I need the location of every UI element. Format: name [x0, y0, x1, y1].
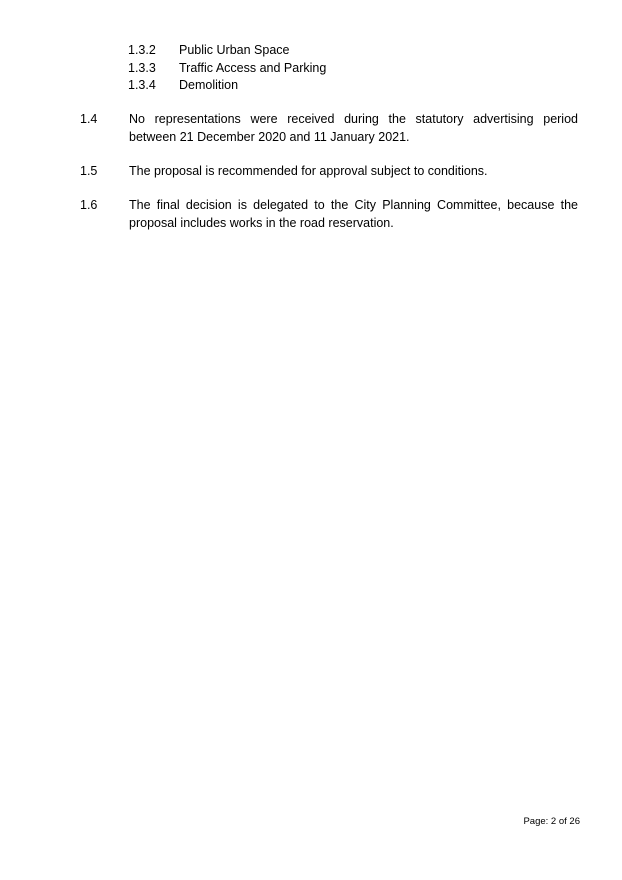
sub-item: [128, 60, 326, 78]
sub-item-text: Demolition: [179, 78, 239, 92]
sub-item: [128, 42, 326, 60]
paragraph-1-4: [80, 111, 578, 146]
paragraph-1-6: [80, 197, 578, 232]
sub-item-list: [128, 42, 326, 95]
paragraph-text: No representations were received during the statutory advertising period between 21 December 2020 and 11 January 2021.: [129, 112, 578, 144]
sub-item: [128, 77, 326, 95]
sub-item-number: 1.3.4: [128, 78, 156, 92]
paragraph-number: 1.5: [80, 164, 98, 178]
sub-item-number: 1.3.3: [128, 60, 156, 75]
paragraph-text: The final decision is delegated to the City Planning Committee, because the proposal includes works in the road reservation.: [129, 198, 578, 230]
paragraph-1-5: [80, 163, 578, 181]
sub-item-text: Traffic Access and Parking: [179, 60, 327, 75]
paragraph-number: 1.4: [80, 112, 98, 126]
page-number-footer: Page: 2 of 26: [523, 816, 580, 827]
sub-item-text: Public Urban Space: [179, 43, 290, 57]
sub-item-number: 1.3.2: [128, 43, 156, 57]
paragraph-text: The proposal is recommended for approval subject to conditions.: [129, 164, 488, 178]
paragraph-number: 1.6: [80, 198, 98, 212]
